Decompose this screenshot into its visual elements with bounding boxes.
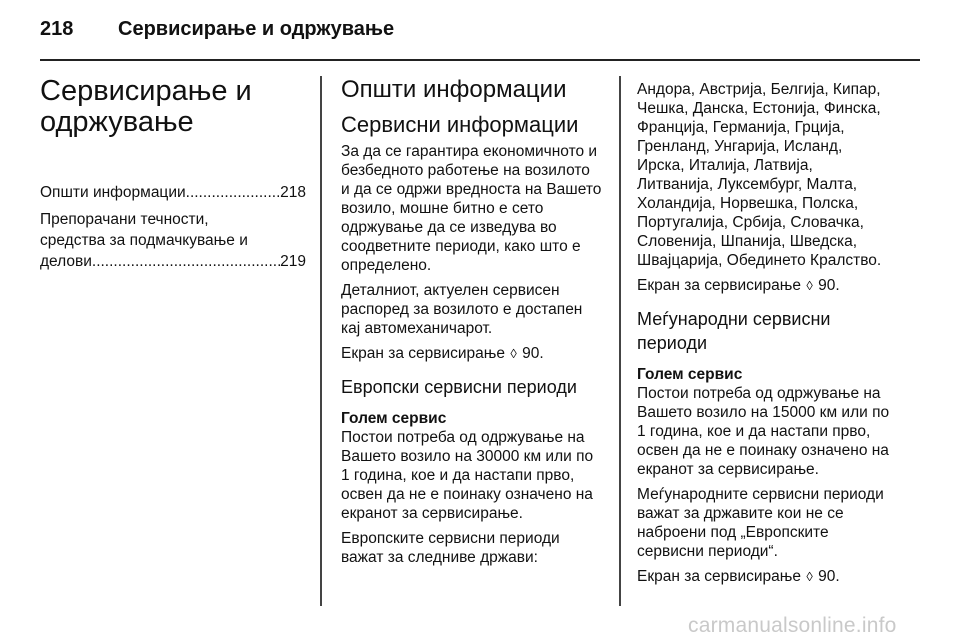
- watermark[interactable]: carmanualsonline.info: [688, 614, 897, 637]
- chapter-title-line2: одржување: [40, 106, 194, 138]
- paragraph-intl-interval: Постои потреба од одржување на Вашето возило на 15000 км или по 1 година, кое и да настапи прво, освен да не е поинаку означено на екранот за сервисирање.: [637, 385, 890, 478]
- international-periods-heading: Меѓународни сервисни периоди: [637, 309, 831, 353]
- toc-label: Општи информации: [40, 184, 186, 201]
- paragraph-service-info: За да се гарантира економичното и безбедното работење на возилото и да се одржи вредноста на Вашето возило, мошне битно е сето одржување да се изведува во соодветните периоди, како што е определено.: [341, 143, 602, 274]
- european-periods-heading: Европски сервисни периоди: [341, 377, 577, 397]
- running-title: Сервисирање и одржување: [118, 18, 395, 40]
- column-divider-2: [619, 76, 621, 606]
- running-header: [40, 18, 394, 41]
- reference-arrow-icon: ◊: [806, 278, 813, 293]
- toc-page: 219: [280, 253, 306, 270]
- column-periods: [637, 80, 903, 592]
- toc-item[interactable]: [40, 209, 306, 272]
- toc-item[interactable]: [40, 182, 306, 203]
- column-chapter: [40, 72, 306, 278]
- cross-reference[interactable]: [637, 276, 903, 295]
- toc-label: делови: [40, 253, 92, 270]
- reference-page: 90.: [522, 345, 544, 362]
- toc-leader: [186, 182, 280, 203]
- section-heading: Општи информации: [341, 76, 567, 103]
- subsection-heading: Сервисни информации: [341, 112, 579, 137]
- reference-text: Екран за сервисирање: [341, 345, 506, 362]
- reference-page: 90.: [818, 277, 840, 294]
- chapter-title: [40, 76, 306, 138]
- header-rule: [40, 59, 920, 61]
- cross-reference[interactable]: [341, 344, 607, 363]
- page-number: 218: [40, 18, 74, 40]
- toc-leader: [92, 251, 280, 272]
- table-of-contents: [40, 182, 306, 272]
- column-divider-1: [320, 76, 322, 606]
- toc-label-line: средства за подмачкување и: [40, 232, 248, 249]
- paragraph-eu-countries-intro: Европските сервисни периоди важат за следниве држави:: [341, 530, 560, 566]
- reference-text: Екран за сервисирање: [637, 277, 802, 294]
- cross-reference[interactable]: [637, 567, 903, 586]
- paragraph-eu-interval: Постои потреба од одржување на Вашето возило на 30000 км или по 1 година, кое и да настапи прво, освен да не е поинаку означено на екранот за сервисирање.: [341, 429, 594, 522]
- reference-arrow-icon: ◊: [510, 346, 517, 361]
- reference-page: 90.: [818, 568, 840, 585]
- big-service-label: Голем сервис: [637, 366, 743, 383]
- country-list: Андора, Австрија, Белгија, Кипар, Чешка, Данска, Естонија, Финска, Франција, Германија, Грција, Гренланд, Унгарија, Исланд, Ирска, Италија, Латвија, Литванија, Луксембург, Малта, Холандија, Норвешка, Полска, Португалија, Србија, Словачка, Словенија, Шпанија, Шведска, Швајцарија, Обединето Кралство.: [637, 81, 882, 269]
- big-service-label: Голем сервис: [341, 410, 447, 427]
- paragraph-intl-scope: Меѓународните сервисни периоди важат за државите кои не се наброени под „Европските сервисни периоди“.: [637, 486, 884, 560]
- column-general-info: [341, 72, 607, 573]
- chapter-title-line1: Сервисирање и: [40, 75, 252, 107]
- toc-page: 218: [280, 184, 306, 201]
- toc-label-line: Препорачани течности,: [40, 211, 209, 228]
- reference-text: Екран за сервисирање: [637, 568, 802, 585]
- reference-arrow-icon: ◊: [806, 569, 813, 584]
- paragraph-schedule: Деталниот, актуелен сервисен распоред за возилото е достапен кај автомеханичарот.: [341, 282, 583, 337]
